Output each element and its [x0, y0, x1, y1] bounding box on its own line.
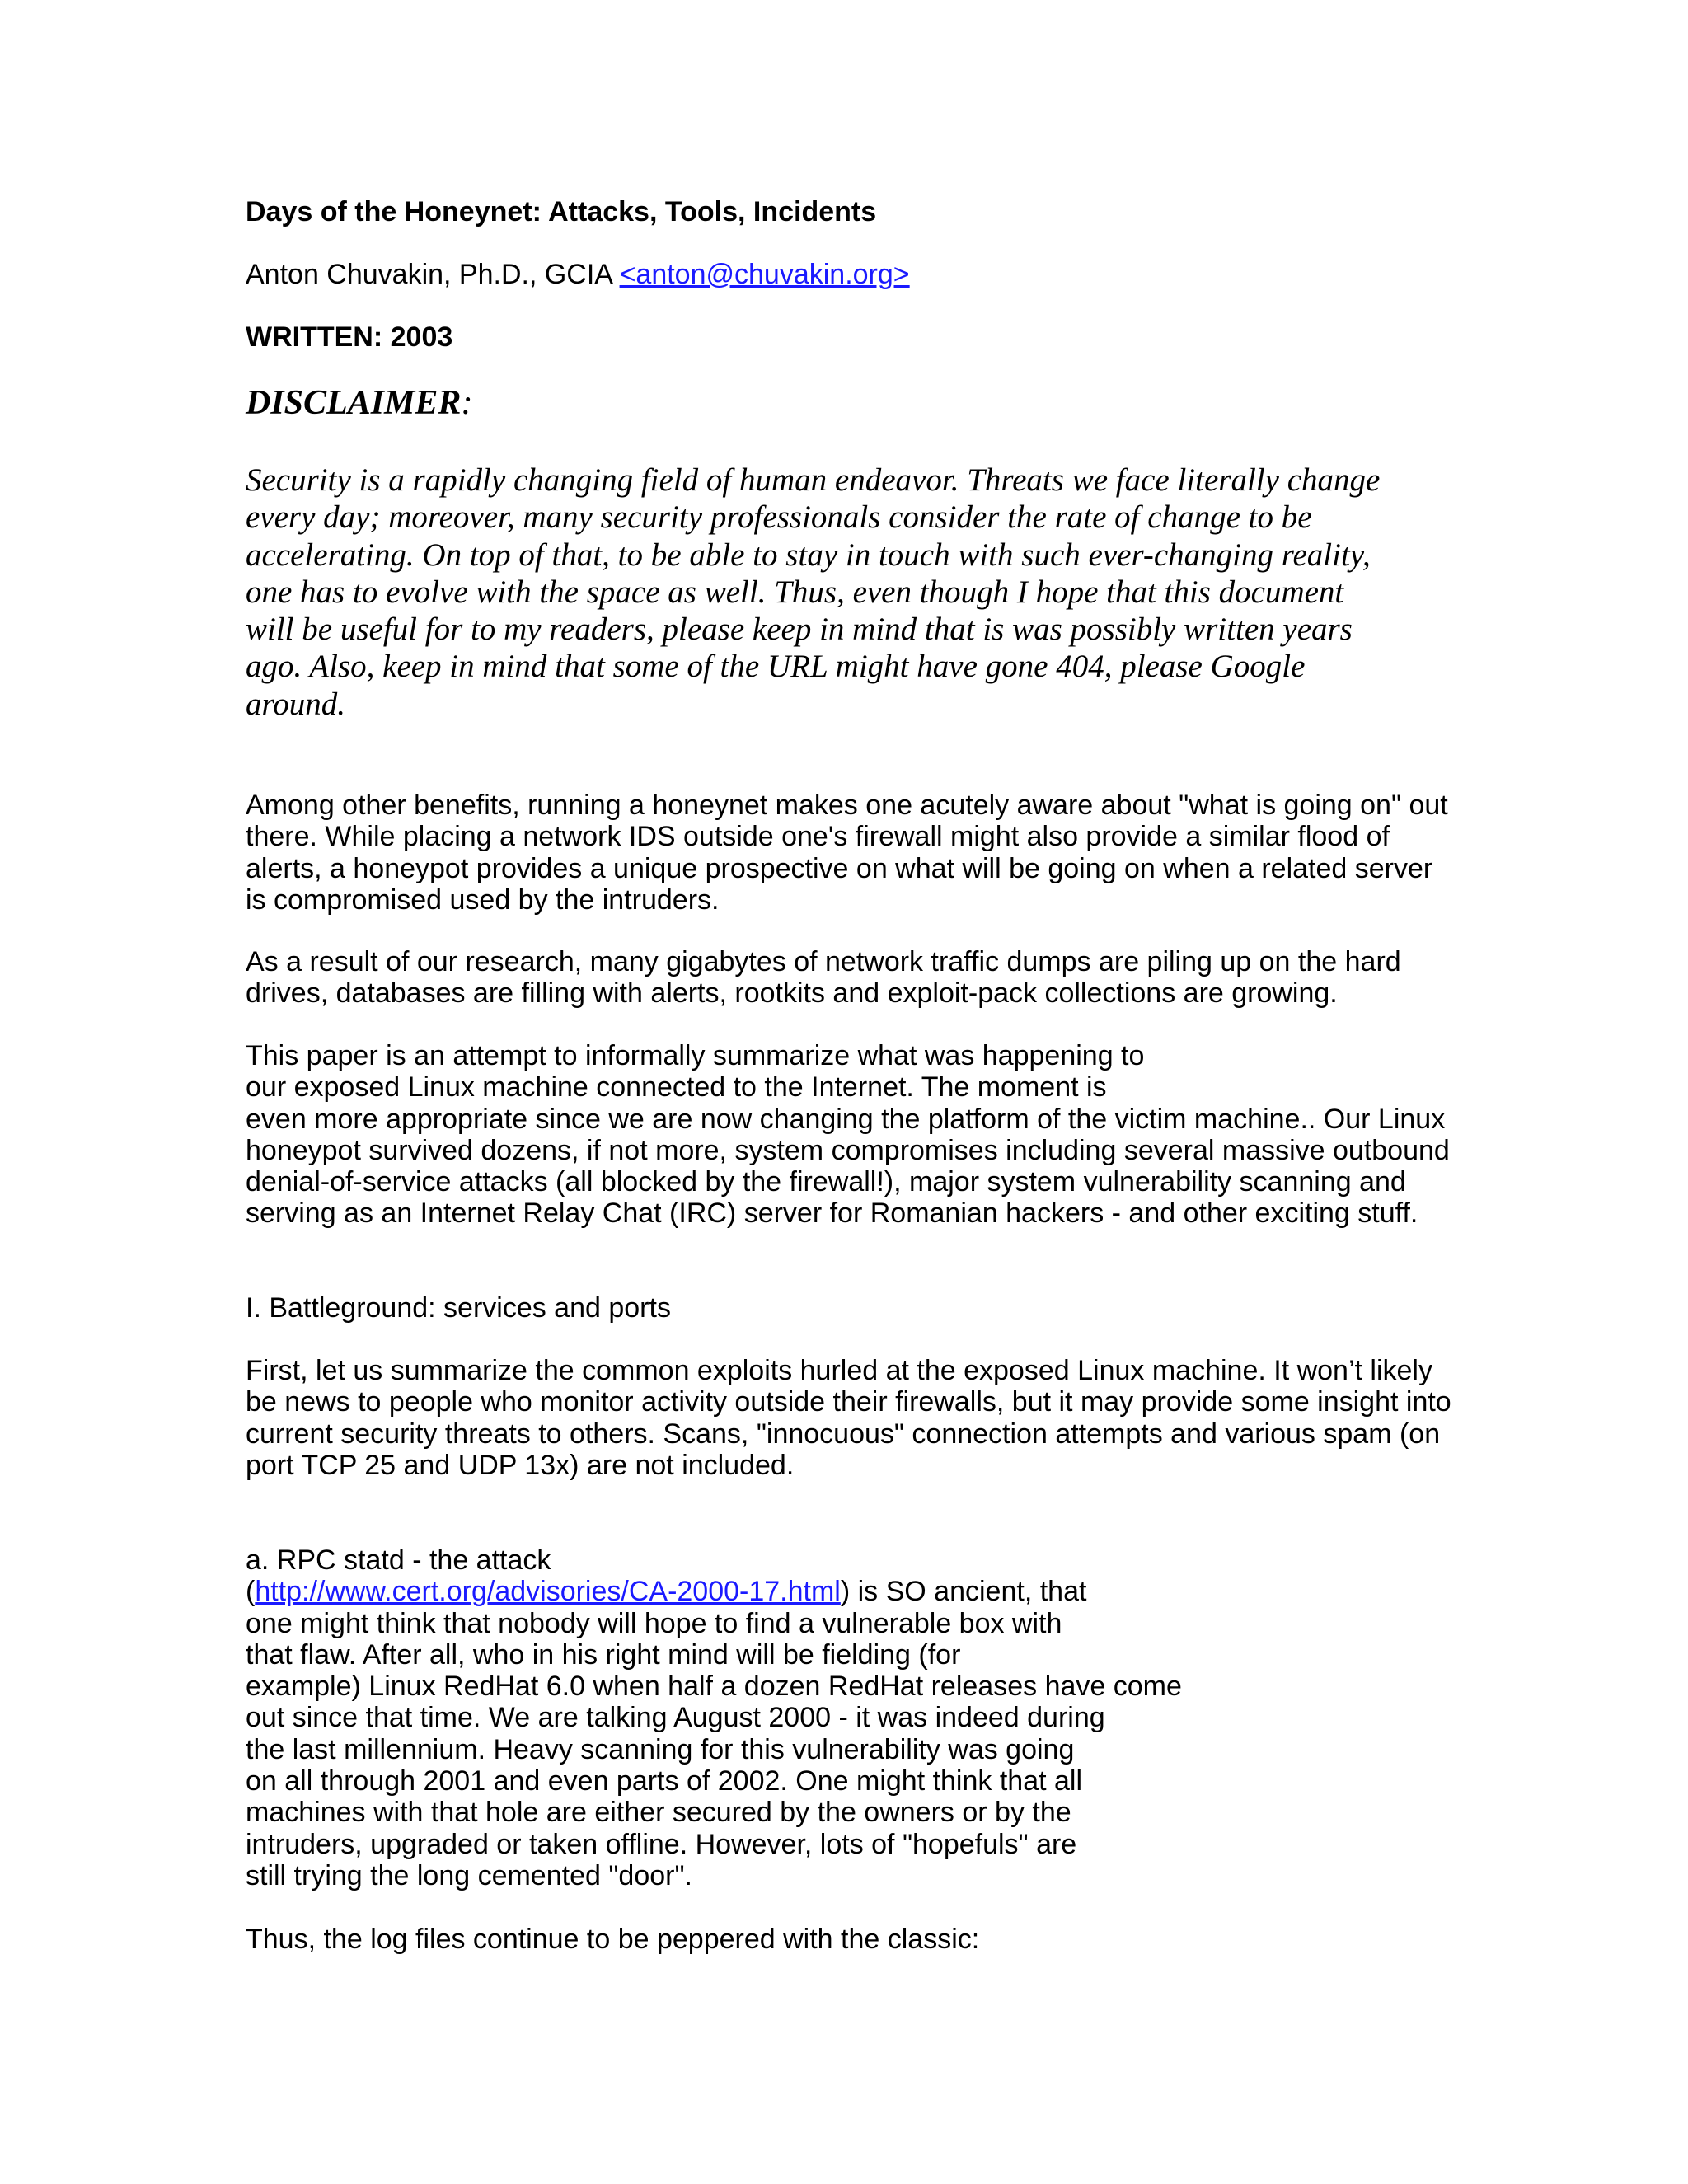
cert-advisory-link[interactable]: http://www.cert.org/advisories/CA-2000-17.html: [255, 1576, 841, 1608]
disclaimer-line: Security is a rapidly changing field of human endeavor. Threats we face literally change: [246, 462, 1381, 498]
paragraph-line: This paper is an attempt to informally summarize what was happening to: [246, 1040, 1145, 1071]
paragraph-intro: [246, 790, 1448, 916]
paragraph-line: honeypot survived dozens, if not more, system compromises including several massive outbound: [246, 1134, 1450, 1166]
paragraph-summary: [246, 1040, 1450, 1230]
link-trailing-text: ) is SO ancient, that: [840, 1576, 1087, 1608]
paragraph-line: the last millennium. Heavy scanning for this vulnerability was going: [246, 1733, 1075, 1765]
paragraph-line-link: [246, 1576, 1182, 1607]
paragraph-line: current security threats to others. Scans, "innocuous" connection attempts and various spam (on: [246, 1418, 1441, 1450]
paragraph-line: one might think that nobody will hope to find a vulnerable box with: [246, 1607, 1062, 1639]
paragraph-line: that flaw. After all, who in his right mind will be fielding (for: [246, 1638, 961, 1671]
disclaimer-line: every day; moreover, many security professionals consider the rate of change to be: [246, 499, 1312, 536]
paragraph-line: on all through 2001 and even parts of 2002. One might think that all: [246, 1765, 1083, 1797]
paragraph-line: be news to people who monitor activity outside their firewalls, but it may provide some insight into: [246, 1386, 1451, 1418]
disclaimer-line: around.: [246, 686, 345, 722]
paren-open: (: [246, 1576, 256, 1608]
paragraph-line: even more appropriate since we are now changing the platform of the victim machine.. Our Linux: [246, 1103, 1446, 1135]
author-name: Anton Chuvakin, Ph.D., GCIA: [246, 259, 620, 290]
disclaimer-line: one has to evolve with the space as well. Thus, even though I hope that this document: [246, 574, 1344, 610]
paragraph-line: alerts, a honeypot provides a unique prospective on what will be going on when a related server: [246, 852, 1433, 884]
paragraph-rpc-statd: [246, 1544, 1182, 1891]
disclaimer-body: [246, 462, 1380, 723]
paragraph-line: port TCP 25 and UDP 13x) are not included.: [246, 1449, 795, 1481]
paragraph-line: As a result of our research, many gigabytes of network traffic dumps are piling up on the hard: [246, 946, 1401, 977]
paragraph-line: a. RPC statd - the attack: [246, 1544, 551, 1576]
disclaimer-line: will be useful for to my readers, please keep in mind that is was possibly written years: [246, 612, 1353, 648]
paragraph-line: denial-of-service attacks (all blocked by the firewall!), major system vulnerability scanning and: [246, 1166, 1406, 1198]
paragraph-line: example) Linux RedHat 6.0 when half a dozen RedHat releases have come: [246, 1671, 1182, 1703]
paragraph-line: there. While placing a network IDS outside one's firewall might also provide a similar flood of: [246, 821, 1390, 853]
paragraph-research: [246, 946, 1401, 1010]
paragraph-line: machines with that hole are either secured by the owners or by the: [246, 1797, 1071, 1829]
document-title: Days of the Honeynet: Attacks, Tools, Incidents: [246, 196, 877, 227]
disclaimer-label: DISCLAIMER: [246, 384, 462, 422]
paragraph-line: intruders, upgraded or taken offline. However, lots of "hopefuls" are: [246, 1828, 1077, 1860]
paragraph-line: is compromised used by the intruders.: [246, 883, 720, 916]
disclaimer-heading: [246, 382, 472, 424]
paragraph-line: First, let us summarize the common exploits hurled at the exposed Linux machine. It won’t likely: [246, 1355, 1432, 1386]
paragraph-line: still trying the long cemented "door".: [246, 1859, 692, 1891]
paragraph-line: serving as an Internet Relay Chat (IRC) server for Romanian hackers - and other exciting stuff.: [246, 1197, 1418, 1230]
disclaimer-colon: :: [461, 384, 473, 422]
paragraph-line: Among other benefits, running a honeynet makes one acutely aware about "what is going on" out: [246, 790, 1448, 821]
author-line: [246, 259, 910, 290]
paragraph-line: our exposed Linux machine connected to the Internet. The moment is: [246, 1071, 1107, 1104]
paragraph-exploits: [246, 1355, 1451, 1481]
disclaimer-line: accelerating. On top of that, to be able to stay in touch with such ever-changing reality,: [246, 537, 1371, 573]
disclaimer-line: ago. Also, keep in mind that some of the URL might have gone 404, please Google: [246, 649, 1306, 685]
written-date: WRITTEN: 2003: [246, 321, 453, 353]
section-heading-battleground: I. Battleground: services and ports: [246, 1292, 671, 1324]
paragraph-line: drives, databases are filling with alerts, rootkits and exploit-pack collections are growing.: [246, 977, 1338, 1010]
paragraph-line: out since that time. We are talking August 2000 - it was indeed during: [246, 1702, 1105, 1734]
author-email-link[interactable]: <anton@chuvakin.org>: [619, 259, 910, 290]
paragraph-log-files: Thus, the log files continue to be peppered with the classic:: [246, 1924, 980, 1955]
